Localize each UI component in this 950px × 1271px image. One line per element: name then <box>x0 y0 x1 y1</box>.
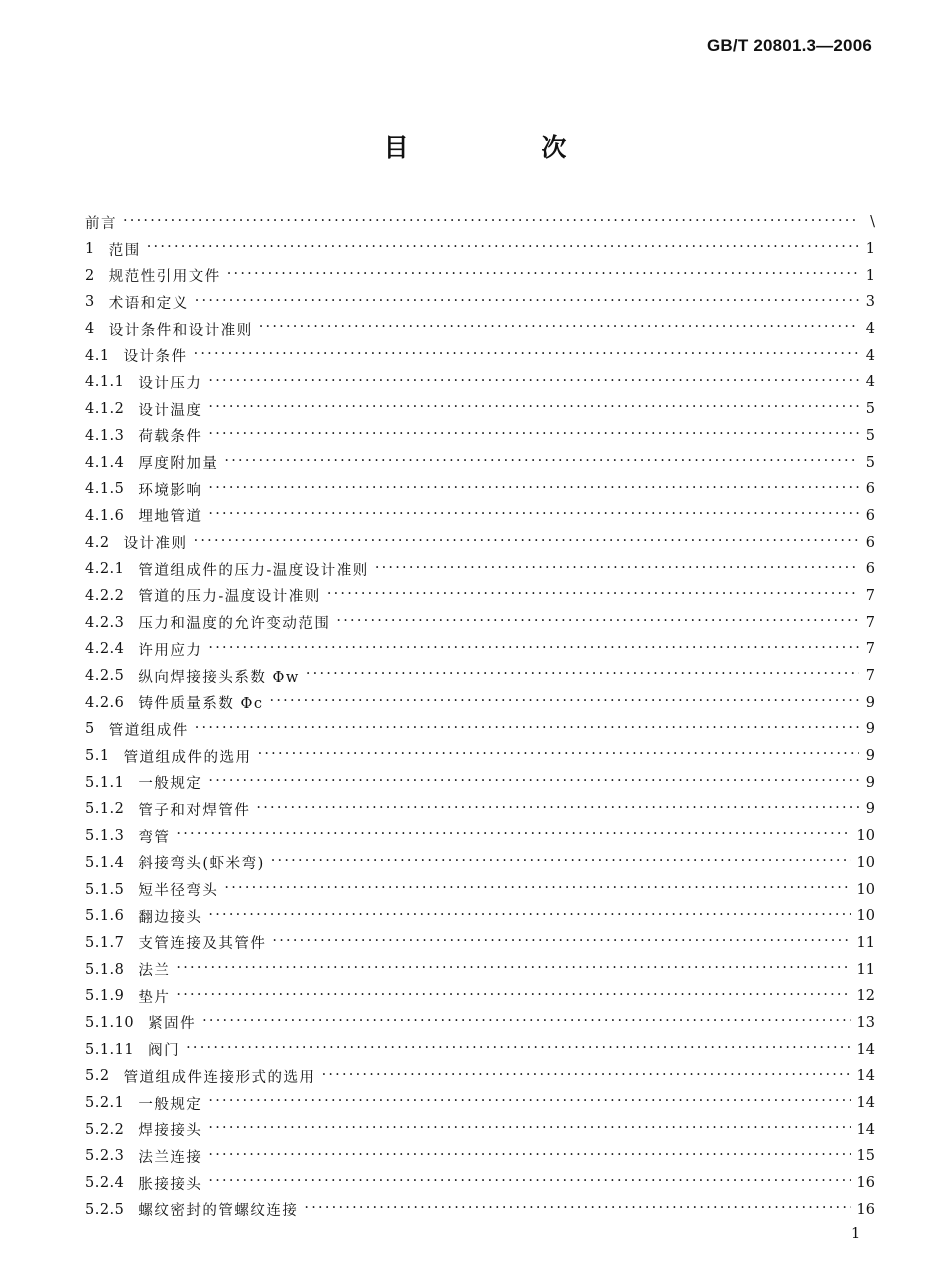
toc-entry-number: 4.2.2 <box>85 587 125 604</box>
toc-entry-title: 设计温度 <box>138 402 203 419</box>
toc-entry-page: 9 <box>865 801 875 818</box>
toc-entry-page: 13 <box>856 1014 875 1031</box>
toc-entry-page: 5 <box>865 427 875 444</box>
toc-entry-number: 1 <box>85 241 95 258</box>
toc-entry <box>85 956 875 983</box>
toc-entry-title: 紧固件 <box>148 1016 197 1033</box>
toc-entry <box>85 449 875 476</box>
toc-entry-title: 管道组成件的压力-温度设计准则 <box>138 562 369 579</box>
toc-entry-page: 4 <box>865 321 875 338</box>
toc-dot-leader <box>208 400 859 417</box>
toc-entry-title: 焊接接头 <box>138 1123 203 1140</box>
toc-entry <box>85 983 875 1010</box>
toc-dot-leader <box>176 988 850 1005</box>
toc-entry-page: 14 <box>856 1041 875 1058</box>
toc-dot-leader <box>259 320 859 337</box>
toc-entry-title: 铸件质量系数 Φc <box>138 696 264 713</box>
toc-entry-title: 设计条件 <box>123 349 188 366</box>
toc-entry-title: 垫片 <box>138 989 171 1006</box>
toc-entry-title: 胀接接头 <box>138 1176 203 1193</box>
toc-entry-number: 5.1.4 <box>85 854 125 871</box>
toc-entry-title: 设计准则 <box>123 536 188 553</box>
toc-dot-leader <box>272 934 850 951</box>
toc-entry-number: 4.2.1 <box>85 561 125 578</box>
toc-dot-leader <box>176 961 850 978</box>
toc-entry-title: 短半径弯头 <box>138 883 219 900</box>
toc-dot-leader <box>224 454 859 471</box>
toc-entry-number: 5 <box>85 721 95 738</box>
toc-entry-number: 5.1.9 <box>85 988 125 1005</box>
toc-dot-leader <box>270 694 859 711</box>
toc-entry-number: 2 <box>85 267 95 284</box>
toc-entry-title: 管道的压力-温度设计准则 <box>138 589 321 606</box>
toc-entry-title: 管道组成件连接形式的选用 <box>123 1069 316 1086</box>
toc-entry-title: 一般规定 <box>138 1096 203 1113</box>
toc-entry-page: 4 <box>865 347 875 364</box>
toc-dot-leader <box>208 1094 850 1111</box>
toc-entry <box>85 476 875 503</box>
toc-entry-page: 10 <box>856 908 875 925</box>
toc-entry-page: 3 <box>865 294 875 311</box>
toc-entry <box>85 930 875 957</box>
toc-entry-page: 10 <box>856 854 875 871</box>
toc-entry <box>85 689 875 716</box>
toc-entry-page: 4 <box>865 374 875 391</box>
toc-entry-title: 范围 <box>108 242 141 259</box>
toc-entry <box>85 876 875 903</box>
toc-entry <box>85 796 875 823</box>
toc-dot-leader <box>208 427 859 444</box>
toc-title: 目 次 <box>383 133 629 162</box>
toc-entry-number: 5.1 <box>85 748 110 765</box>
toc-entry-title: 前言 <box>85 215 117 232</box>
toc-entry-page: 16 <box>856 1201 875 1218</box>
toc-entry-page: 5 <box>865 401 875 418</box>
toc-entry-number: 4 <box>85 321 95 338</box>
toc-entry <box>85 716 875 743</box>
toc-entry-number: 5.1.6 <box>85 908 125 925</box>
toc-entry-title: 压力和温度的允许变动范围 <box>138 616 331 633</box>
toc-entry-page: 7 <box>865 614 875 631</box>
toc-entry <box>85 663 875 690</box>
toc-entry-number: 5.2.1 <box>85 1095 125 1112</box>
toc-entry <box>85 236 875 263</box>
toc-entry-page: 9 <box>865 774 875 791</box>
toc-entry-number: 3 <box>85 294 95 311</box>
toc-entry-page: 6 <box>865 481 875 498</box>
toc-entry-page: 9 <box>865 694 875 711</box>
toc-entry <box>85 503 875 530</box>
toc-entry <box>85 209 875 236</box>
toc-dot-leader <box>304 1201 850 1218</box>
toc-dot-leader <box>208 1148 850 1165</box>
toc-entry <box>85 289 875 316</box>
toc-dot-leader <box>208 1121 850 1138</box>
toc-entry-title: 设计压力 <box>138 375 203 392</box>
toc-entry <box>85 316 875 343</box>
toc-dot-leader <box>375 561 859 578</box>
toc-entry-number: 4.2.3 <box>85 614 125 631</box>
toc-dot-leader <box>208 507 859 524</box>
toc-entry-title: 环境影响 <box>138 482 203 499</box>
toc-entry <box>85 1116 875 1143</box>
toc-entry <box>85 903 875 930</box>
toc-entry-page: 15 <box>856 1148 875 1165</box>
toc-entry-page: 9 <box>865 721 875 738</box>
toc-dot-leader <box>208 481 859 498</box>
toc-entry-page: 14 <box>856 1121 875 1138</box>
toc-entry-page: 6 <box>865 507 875 524</box>
toc-entry-title: 一般规定 <box>138 776 203 793</box>
toc-dot-leader <box>327 587 859 604</box>
toc-entry-number: 4.1.1 <box>85 374 125 391</box>
toc-entry <box>85 743 875 770</box>
toc-entry-title: 管道组成件的选用 <box>123 749 252 766</box>
toc-dot-leader <box>194 534 859 551</box>
toc-entry-title: 翻边接头 <box>138 909 203 926</box>
toc-entry-page: 14 <box>856 1068 875 1085</box>
toc-entry-number: 5.2.3 <box>85 1148 125 1165</box>
toc-dot-leader <box>208 774 859 791</box>
toc-entry-title: 阀门 <box>148 1043 181 1060</box>
toc-entry-page: 6 <box>865 534 875 551</box>
toc-entry <box>85 423 875 450</box>
toc-entry-number: 4.2.4 <box>85 641 125 658</box>
toc-entry <box>85 262 875 289</box>
toc-entry-title: 法兰连接 <box>138 1149 203 1166</box>
toc-entry <box>85 1196 875 1223</box>
toc-entry <box>85 1143 875 1170</box>
toc-dot-leader <box>202 1014 850 1031</box>
toc-entry-number: 4.1.5 <box>85 481 125 498</box>
toc-entry-number: 4.1 <box>85 347 110 364</box>
toc-entry-page: 10 <box>856 828 875 845</box>
toc-entry-page: \ <box>870 214 875 231</box>
toc-entry-title: 埋地管道 <box>138 509 203 526</box>
toc-entry <box>85 609 875 636</box>
toc-entry-title: 斜接弯头(虾米弯) <box>138 856 265 873</box>
toc-entry-number: 4.1.6 <box>85 507 125 524</box>
standard-code: GB/T 20801.3—2006 <box>707 36 872 55</box>
toc-dot-leader <box>195 294 859 311</box>
toc-entry-title: 管道组成件 <box>108 722 189 739</box>
toc-entry-number: 5.2.4 <box>85 1175 125 1192</box>
toc-dot-leader <box>195 721 859 738</box>
toc-entry-page: 7 <box>865 668 875 685</box>
toc-entry-page: 5 <box>865 454 875 471</box>
toc-entry <box>85 1010 875 1037</box>
toc-entry-page: 1 <box>865 267 875 284</box>
toc-entry <box>85 636 875 663</box>
toc-entry-number: 4.2 <box>85 534 110 551</box>
toc-dot-leader <box>208 641 859 658</box>
toc-dot-leader <box>176 827 850 844</box>
toc-entry-number: 5.2.2 <box>85 1121 125 1138</box>
toc-entry-number: 5.1.5 <box>85 881 125 898</box>
toc-entry <box>85 583 875 610</box>
toc-entry <box>85 556 875 583</box>
toc-entry <box>85 1090 875 1117</box>
toc-entry-page: 7 <box>865 587 875 604</box>
toc-entry-number: 4.1.2 <box>85 401 125 418</box>
toc-dot-leader <box>208 908 850 925</box>
toc-entry-page: 16 <box>856 1175 875 1192</box>
toc-entry-title: 螺纹密封的管螺纹连接 <box>138 1203 299 1220</box>
toc-entry-number: 5.1.3 <box>85 828 125 845</box>
table-of-contents <box>85 209 875 1223</box>
toc-entry-number: 4.2.6 <box>85 694 125 711</box>
toc-dot-leader <box>147 240 859 257</box>
toc-dot-leader <box>208 1174 850 1191</box>
toc-entry <box>85 823 875 850</box>
toc-entry-title: 管子和对焊管件 <box>138 802 251 819</box>
toc-entry-title: 支管连接及其管件 <box>138 936 267 953</box>
toc-entry-page: 14 <box>856 1095 875 1112</box>
toc-dot-leader <box>322 1068 851 1085</box>
toc-entry <box>85 1170 875 1197</box>
toc-entry-page: 11 <box>856 961 875 978</box>
toc-entry-number: 4.2.5 <box>85 668 125 685</box>
toc-entry-page: 6 <box>865 561 875 578</box>
toc-entry-title: 法兰 <box>138 963 171 980</box>
toc-entry-number: 5.2 <box>85 1068 110 1085</box>
toc-entry <box>85 850 875 877</box>
toc-dot-leader <box>256 801 859 818</box>
toc-entry-page: 10 <box>856 881 875 898</box>
toc-entry <box>85 396 875 423</box>
toc-dot-leader <box>208 374 859 391</box>
toc-dot-leader <box>186 1041 850 1058</box>
toc-entry-page: 11 <box>856 934 875 951</box>
toc-entry-number: 5.1.2 <box>85 801 125 818</box>
toc-entry <box>85 342 875 369</box>
toc-entry-title: 规范性引用文件 <box>108 269 221 286</box>
toc-entry <box>85 369 875 396</box>
toc-entry-title: 术语和定义 <box>108 295 189 312</box>
toc-dot-leader <box>271 854 851 871</box>
toc-dot-leader <box>227 267 859 284</box>
toc-entry-title: 许用应力 <box>138 642 203 659</box>
toc-entry-number: 4.1.3 <box>85 427 125 444</box>
toc-entry <box>85 1036 875 1063</box>
toc-entry-page: 7 <box>865 641 875 658</box>
toc-entry <box>85 529 875 556</box>
toc-entry-page: 1 <box>865 241 875 258</box>
toc-entry-page: 12 <box>856 988 875 1005</box>
toc-entry-number: 5.1.10 <box>85 1014 135 1031</box>
toc-entry-number: 5.1.11 <box>85 1041 135 1058</box>
toc-dot-leader <box>123 214 859 231</box>
toc-dot-leader <box>224 881 850 898</box>
toc-dot-leader <box>194 347 859 364</box>
toc-entry-page: 9 <box>865 748 875 765</box>
footer-page-number: 1 <box>851 1226 861 1242</box>
toc-entry-number: 5.2.5 <box>85 1201 125 1218</box>
toc-dot-leader <box>258 747 859 764</box>
toc-entry <box>85 1063 875 1090</box>
toc-dot-leader <box>336 614 859 631</box>
toc-entry-title: 纵向焊接接头系数 Φw <box>138 669 300 686</box>
toc-entry-title: 弯管 <box>138 829 171 846</box>
toc-entry-title: 荷载条件 <box>138 429 203 446</box>
toc-entry <box>85 769 875 796</box>
toc-entry-number: 5.1.1 <box>85 774 125 791</box>
toc-entry-number: 5.1.7 <box>85 934 125 951</box>
toc-entry-number: 5.1.8 <box>85 961 125 978</box>
toc-entry-title: 厚度附加量 <box>138 456 219 473</box>
toc-dot-leader <box>306 667 859 684</box>
toc-entry-number: 4.1.4 <box>85 454 125 471</box>
toc-entry-title: 设计条件和设计准则 <box>108 322 253 339</box>
